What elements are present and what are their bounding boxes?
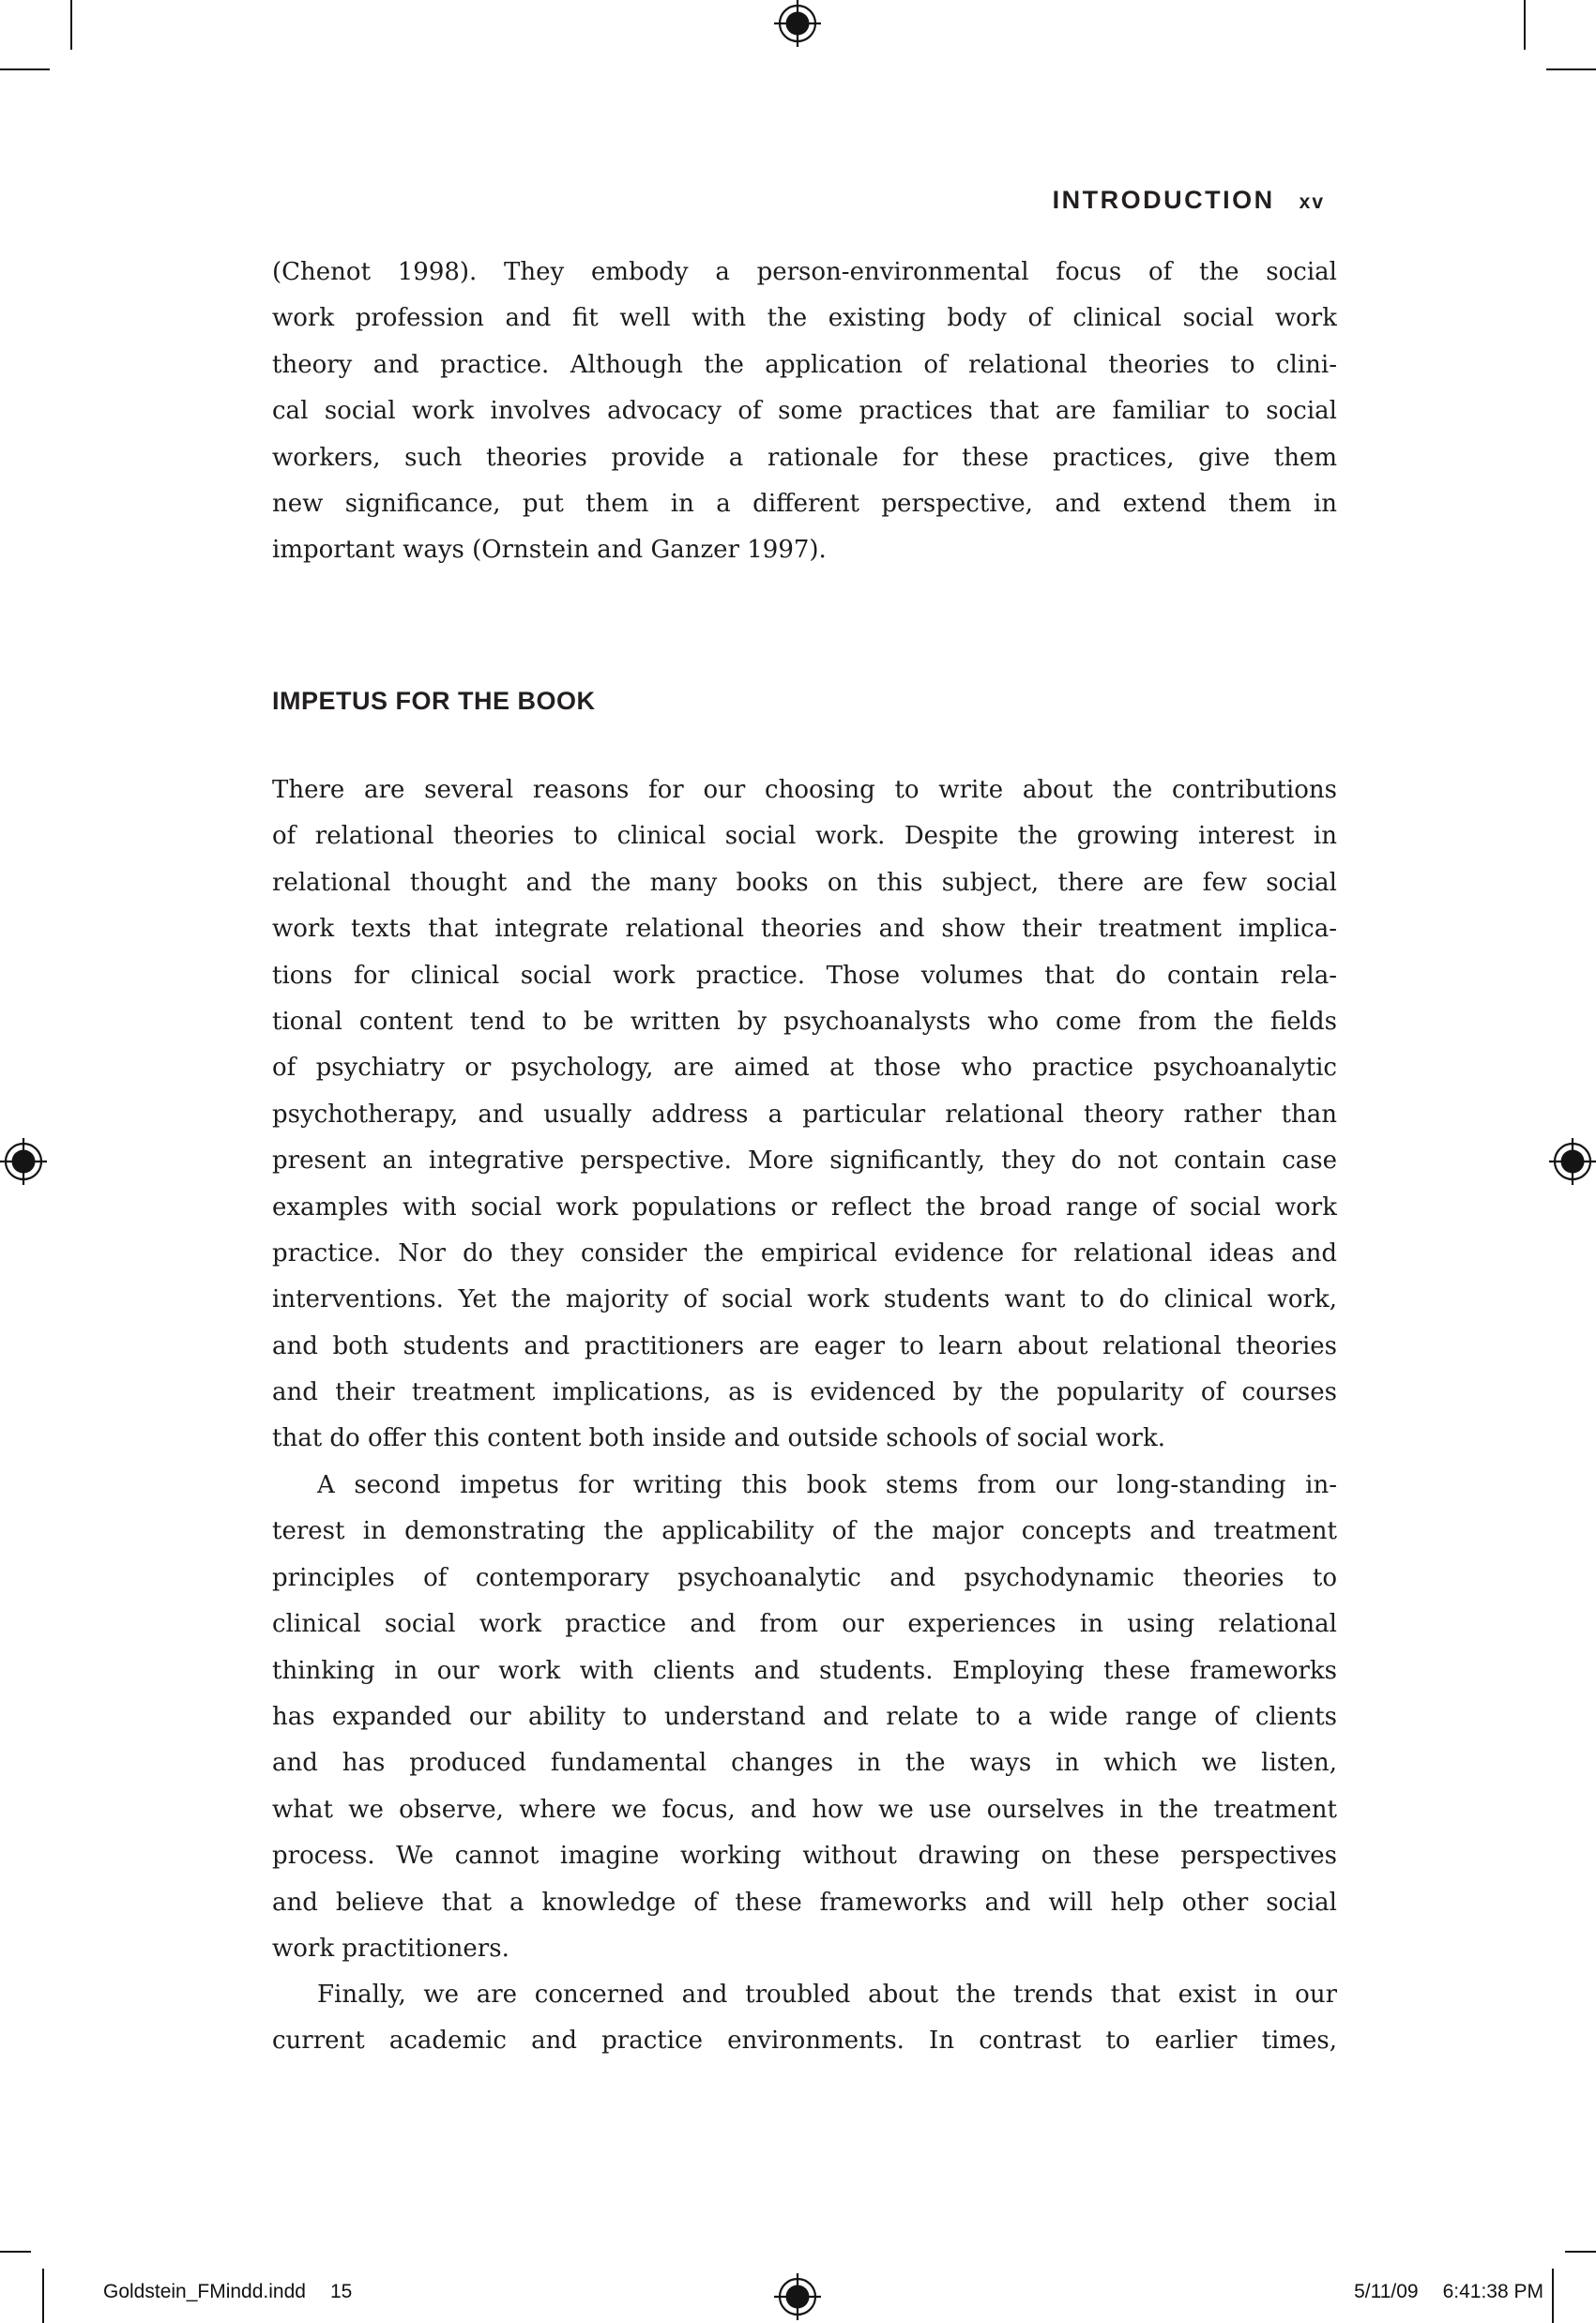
text-line: There are several reasons for our choosing to write about the contributions [272, 776, 1337, 804]
crop-mark [1546, 68, 1596, 70]
slug-date: 5/11/09 [1354, 2281, 1419, 2302]
text-line: cal social work involves advocacy of some practices that are familiar to social [272, 397, 1337, 426]
section-heading: IMPETUS FOR THE BOOK [272, 687, 596, 715]
paragraph [272, 767, 1337, 1463]
paragraph [272, 250, 1337, 574]
text-line: of psychiatry or psychology, are aimed at those who practice psychoanalytic [272, 1054, 1337, 1083]
text-line: tional content tend to be written by psychoanalysts who come from the fields [272, 1007, 1337, 1036]
page-number: xv [1299, 191, 1325, 213]
registration-mark-icon [768, 0, 828, 53]
text-line: has expanded our ability to understand and relate to a wide range of clients [272, 1702, 1337, 1731]
text-line: current academic and practice environments. In contrast to earlier times, [272, 2027, 1337, 2056]
text-line: thinking in our work with clients and students. Employing these frameworks [272, 1656, 1337, 1685]
text-line: what we observe, where we focus, and how we use ourselves in the treatment [272, 1795, 1337, 1824]
crop-mark [1524, 0, 1526, 50]
running-head [272, 186, 1325, 215]
text-line: principles of contemporary psychoanalytic and psychodynamic theories to [272, 1563, 1337, 1592]
crop-mark [0, 2251, 31, 2253]
text-line: work profession and fit well with the existing body of clinical social work [272, 304, 1337, 333]
text-line: theory and practice. Although the application of relational theories to clini- [272, 350, 1337, 379]
crop-mark [1565, 2251, 1596, 2253]
text-line: work practitioners. [272, 1934, 509, 1963]
text-line: examples with social work populations or reflect the broad range of social work [272, 1192, 1337, 1222]
text-line: (Chenot 1998). They embody a person-environmental focus of the social [272, 258, 1337, 286]
text-line: workers, such theories provide a rationale for these practices, give them [272, 443, 1337, 472]
registration-mark-icon [768, 2267, 828, 2323]
text-line: and believe that a knowledge of these frameworks and will help other social [272, 1888, 1337, 1917]
slug-time: 6:41:38 PM [1442, 2281, 1543, 2302]
crop-mark [1552, 2269, 1554, 2323]
text-line: of relational theories to clinical social work. Despite the growing interest in [272, 822, 1337, 851]
text-line: tions for clinical social work practice. Those volumes that do contain rela- [272, 961, 1337, 990]
registration-mark-icon [1543, 1131, 1596, 1192]
text-line: present an integrative perspective. More significantly, they do not contain case [272, 1146, 1337, 1176]
text-line: and both students and practitioners are eager to learn about relational theories [272, 1331, 1337, 1360]
text-line: new significance, put them in a different perspective, and extend them in [272, 489, 1337, 518]
text-line: process. We cannot imagine working without drawing on these perspectives [272, 1842, 1337, 1871]
crop-mark [0, 68, 50, 70]
text-line: relational thought and the many books on this subject, there are few social [272, 868, 1337, 897]
text-line: that do offer this content both inside and outside schools of social work. [272, 1424, 1165, 1453]
crop-mark [42, 2269, 44, 2323]
text-line: and their treatment implications, as is evidenced by the popularity of courses [272, 1378, 1337, 1407]
text-line: practice. Nor do they consider the empirical evidence for relational ideas and [272, 1238, 1337, 1268]
slug-timestamp [1354, 2281, 1543, 2303]
text-line: clinical social work practice and from our experiences in using relational [272, 1610, 1337, 1639]
text-line: interventions. Yet the majority of social work students want to do clinical work, [272, 1285, 1337, 1314]
registration-mark-icon [0, 1131, 53, 1192]
crop-mark [70, 0, 72, 50]
slug-filename [103, 2281, 352, 2303]
slug-file-label: Goldstein_FMindd.indd [103, 2281, 306, 2302]
running-head-title: INTRODUCTION [1052, 186, 1275, 214]
paragraph [272, 1972, 1337, 2065]
text-line: work texts that integrate relational theories and show their treatment implica- [272, 915, 1337, 944]
slug-page-indicator: 15 [329, 2281, 353, 2302]
text-line: terest in demonstrating the applicability of the major concepts and treatment [272, 1517, 1337, 1546]
text-line: A second impetus for writing this book stems from our long-standing in- [317, 1471, 1337, 1499]
text-line: Finally, we are concerned and troubled about the trends that exist in our [317, 1981, 1337, 2009]
text-line: and has produced fundamental changes in the ways in which we listen, [272, 1749, 1337, 1778]
text-line: important ways (Ornstein and Ganzer 1997). [272, 536, 827, 565]
text-line: psychotherapy, and usually address a particular relational theory rather than [272, 1100, 1337, 1129]
paragraph [272, 1463, 1337, 1972]
